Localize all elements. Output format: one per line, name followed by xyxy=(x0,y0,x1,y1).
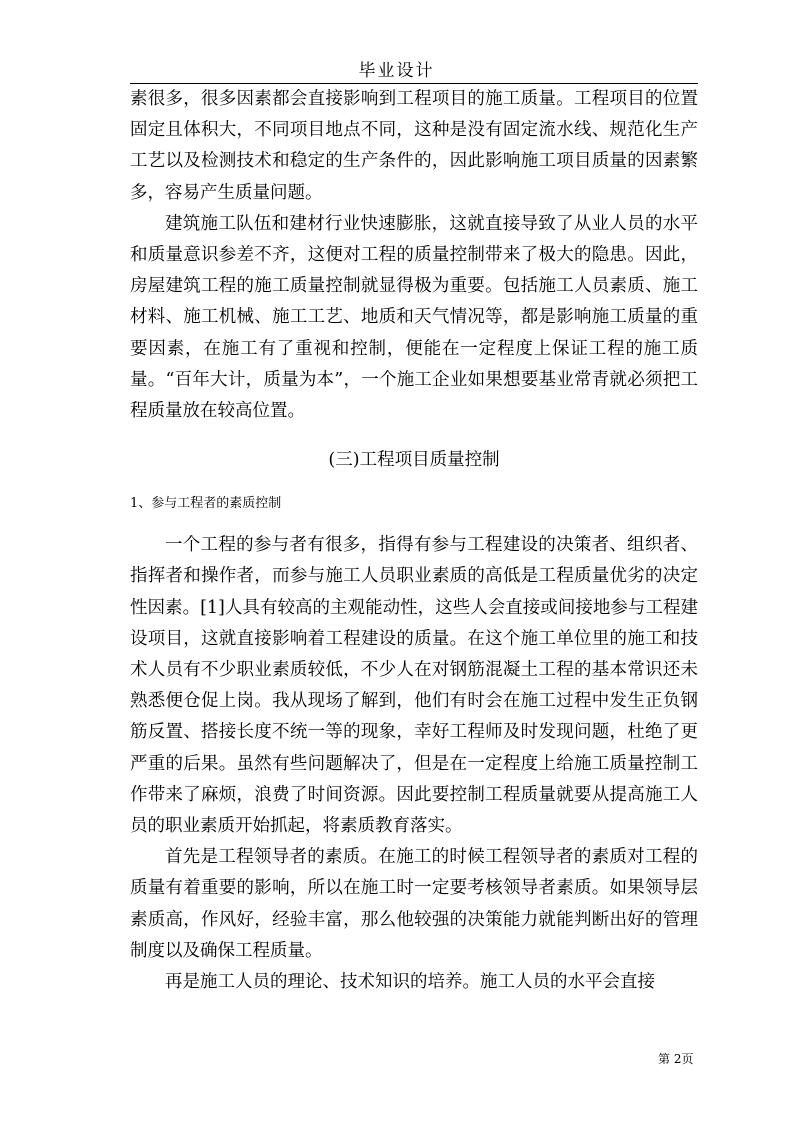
page-number: 第 2页 xyxy=(658,1052,694,1066)
paragraph-training: 再是施工人员的理论、技术知识的培养。施工人员的水平会直接 xyxy=(165,972,655,993)
document-body xyxy=(130,84,698,998)
paragraph-participants: 一个工程的参与者有很多，指得有参与工程建设的决策者、组织者、指挥者和操作者，而参与施工人员职业素质的高低是工程质量优劣的决定性因素。[1]人具有较高的主观能动性，这些人会直接或间接地参与工程建设项目，这就直接影响着工程建设的质量。在这个施工单位里的施工和技术人员有不少职业素质较低，不少人在对钢筋混凝土工程的基本常识还未熟悉便仓促上岗。我从现场了解到，他们有时会在施工过程中发生正负钢筋反置、搭接长度不统一等的现象，幸好工程师及时发现问题，杜绝了更严重的后果。虽然有些问题解决了，但是在一定程度上给施工质量控制工作带来了麻烦，浪费了时间资源。因此要控制工程质量就要从提高施工人员的职业素质开始抓起，将素质教育落实。 xyxy=(130,535,698,837)
page-header-title: 毕业设计 xyxy=(358,61,435,81)
paragraph-continuation: 素很多，很多因素都会直接影响到工程项目的施工质量。工程项目的位置固定且体积大，不同项目地点不同，这种是没有固定流水线、规范化生产工艺以及检测技术和稳定的生产条件的，因此影响施工项目质量的因素繁多，容易产生质量问题。 xyxy=(130,89,698,203)
sub-heading: 1、参与工程者的素质控制 xyxy=(130,496,282,512)
section-title: (三)工程项目质量控制 xyxy=(328,450,500,471)
paragraph-leaders: 首先是工程领导者的素质。在施工的时候工程领导者的素质对工程的质量有着重要的影响，所以在施工时一定要考核领导者素质。如果领导层素质高，作风好，经验丰富，那么他较强的决策能力就能判断出好的管理制度以及确保工程质量。 xyxy=(130,847,698,961)
paragraph-construction-expansion: 建筑施工队伍和建材行业快速膨胀，这就直接导致了从业人员的水平和质量意识参差不齐，这便对工程的质量控制带来了极大的隐患。因此，房屋建筑工程的施工质量控制就显得极为重要。包括施工人员素质、施工材料、施工机械、施工工艺、地质和天气情况等，都是影响施工质量的重要因素，在施工有了重视和控制，便能在一定程度上保证工程的施工质量。“百年大计，质量为本”，一个施工企业如果想要基业常青就必须把工程质量放在较高位置。 xyxy=(130,213,698,422)
